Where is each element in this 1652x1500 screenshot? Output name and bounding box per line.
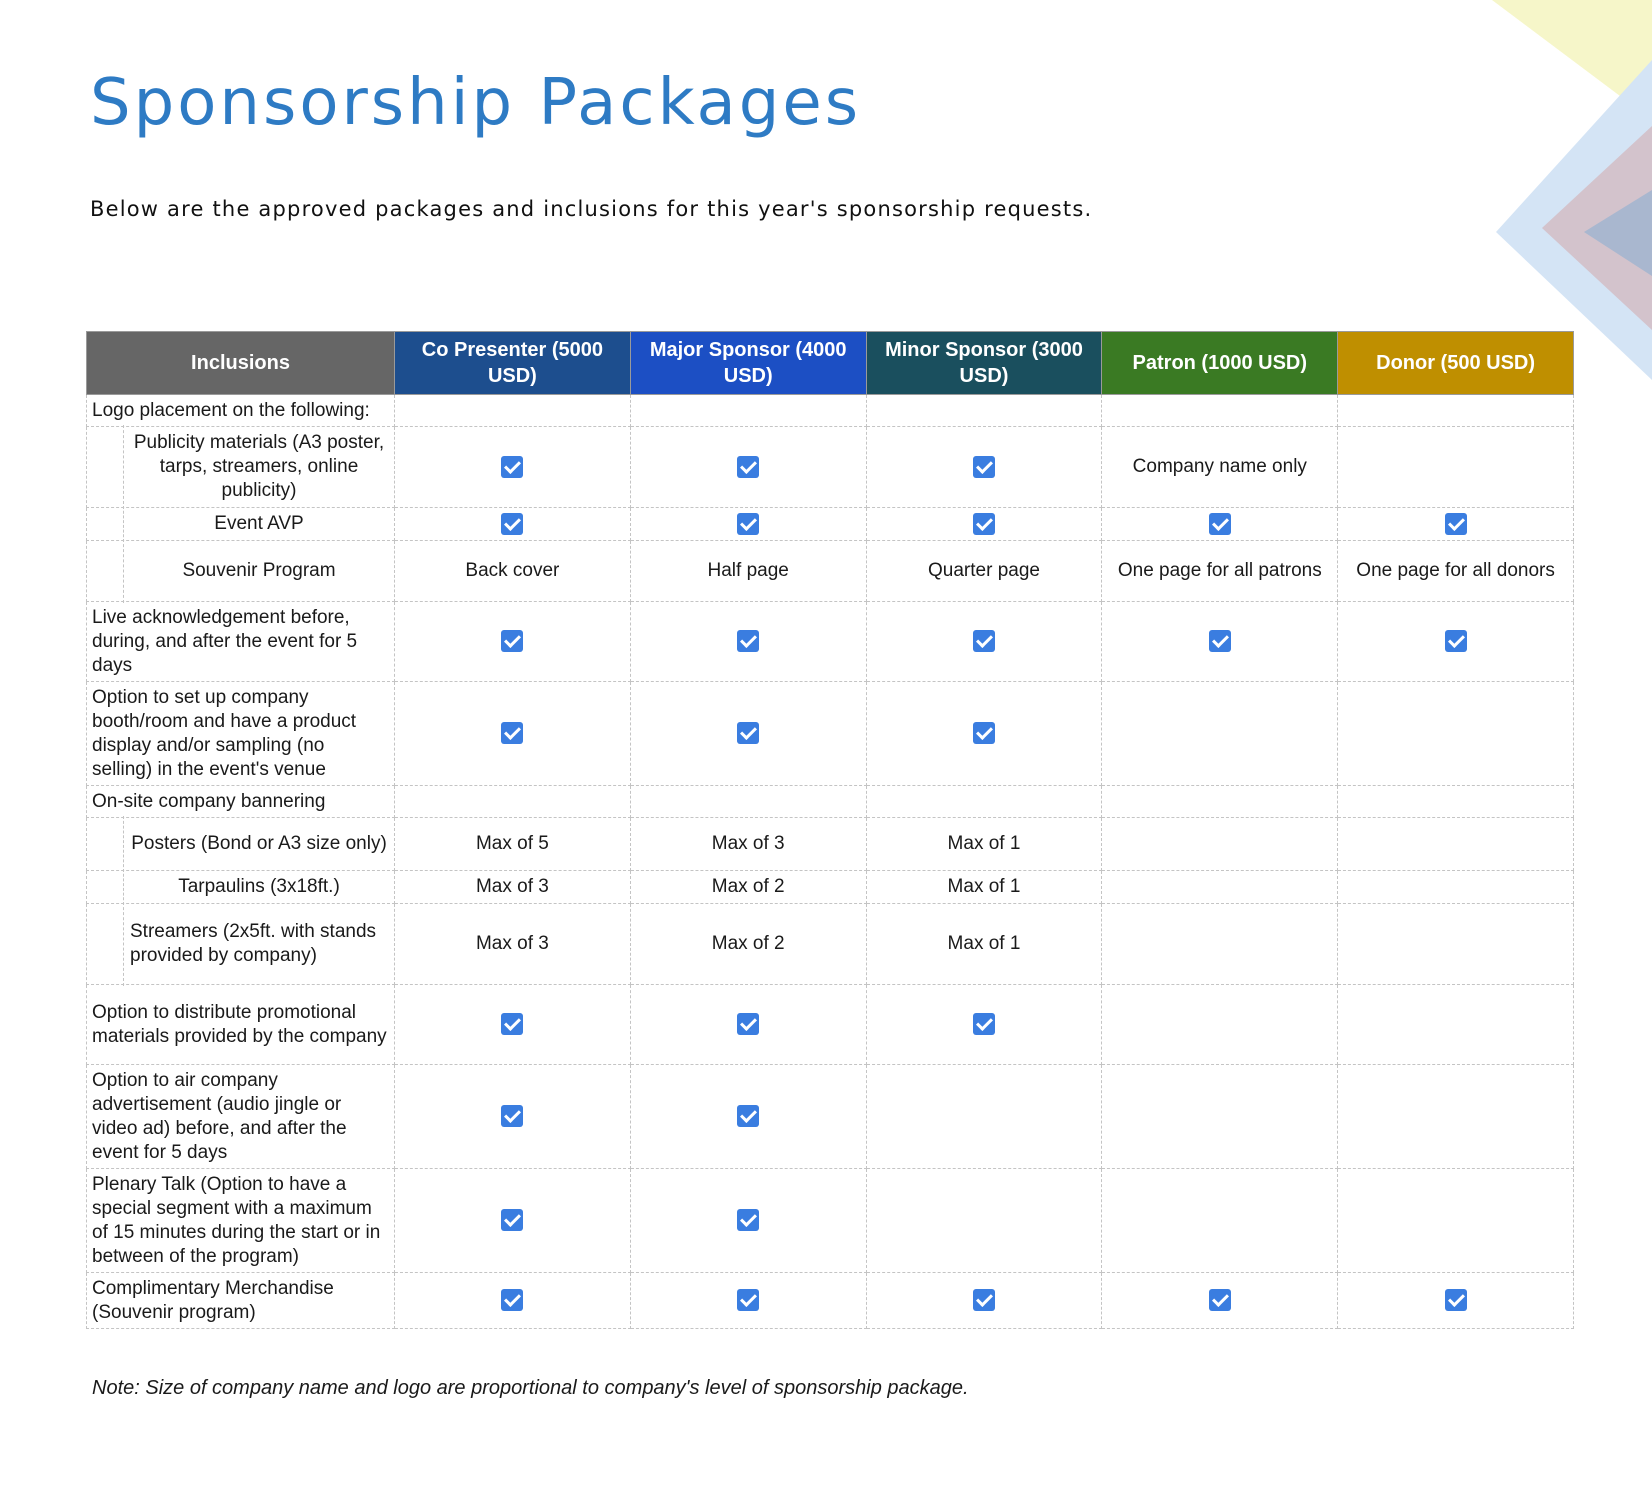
cell-major-sponsor [630,602,866,682]
cell-donor [1338,1065,1574,1169]
sub-inclusion-cell [87,541,395,602]
cell-value: Company name only [1132,456,1307,477]
inclusion-label: Streamers (2x5ft. with stands provided by company) [130,921,377,966]
header-major-sponsor: Major Sponsor (4000 USD) [630,332,866,395]
cell-donor [1338,904,1574,985]
indent-spacer [87,816,124,872]
cell-major-sponsor [630,1065,866,1169]
checkbox-checked-icon [1445,513,1467,535]
cell-patron [1102,871,1338,904]
checkbox-checked-icon [737,456,759,478]
inclusion-label: Tarpaulins (3x18ft.) [178,876,340,897]
inclusion-label: Posters (Bond or A3 size only) [131,833,387,854]
page-title: Sponsorship Packages [90,66,862,140]
checkbox-checked-icon [1209,513,1231,535]
inclusion-label: Option to distribute promotional materials provided by the company [87,985,395,1065]
cell-value: Max of 1 [947,833,1021,854]
inclusion-label: Logo placement on the following: [87,395,395,427]
indent-spacer [87,539,124,603]
table-row [87,682,1574,786]
cell-value: Max of 3 [475,933,549,954]
table-row [87,427,1574,508]
table-row [87,541,1574,602]
inclusion-label: Option to air company advertisement (audio jingle or video ad) before, and after the event for 5 days [87,1065,395,1169]
cell-value: Max of 1 [947,933,1021,954]
indent-spacer [87,869,124,905]
cell-patron [1102,786,1338,818]
table-row [87,818,1574,871]
cell-co-presenter [395,818,631,871]
sub-inclusion-cell [87,818,395,871]
cell-value: One page for all donors [1356,560,1555,581]
cell-donor [1338,602,1574,682]
cell-major-sponsor [630,508,866,541]
cell-major-sponsor [630,682,866,786]
cell-co-presenter [395,1065,631,1169]
cell-donor [1338,682,1574,786]
sub-inclusion-cell [87,508,395,541]
table-row [87,1273,1574,1329]
table-row [87,985,1574,1065]
cell-value: Max of 1 [947,876,1021,897]
cell-patron [1102,427,1338,508]
checkbox-checked-icon [501,722,523,744]
cell-patron [1102,508,1338,541]
cell-major-sponsor [630,904,866,985]
cell-minor-sponsor [866,985,1102,1065]
inclusion-label: Publicity materials (A3 poster, tarps, streamers, online publicity) [133,432,385,501]
inclusion-label: On-site company bannering [87,786,395,818]
sponsorship-table [86,331,1574,1329]
cell-minor-sponsor [866,818,1102,871]
cell-minor-sponsor [866,786,1102,818]
cell-donor [1338,1273,1574,1329]
table-row [87,1169,1574,1273]
cell-patron [1102,541,1338,602]
inclusion-label: Plenary Talk (Option to have a special segment with a maximum of 15 minutes during the start or in between of the program) [87,1169,395,1273]
cell-patron [1102,1273,1338,1329]
cell-donor [1338,871,1574,904]
checkbox-checked-icon [973,456,995,478]
cell-donor [1338,541,1574,602]
cell-value: Quarter page [928,560,1040,581]
intro-text: Below are the approved packages and inclusions for this year's sponsorship requests. [90,197,1093,221]
checkbox-checked-icon [1445,630,1467,652]
cell-patron [1102,1065,1338,1169]
table-row [87,904,1574,985]
cell-major-sponsor [630,985,866,1065]
cell-value: Half page [707,560,789,581]
cell-donor [1338,818,1574,871]
cell-minor-sponsor [866,871,1102,904]
cell-patron [1102,1169,1338,1273]
checkbox-checked-icon [1209,630,1231,652]
cell-minor-sponsor [866,904,1102,985]
checkbox-checked-icon [737,722,759,744]
cell-co-presenter [395,1169,631,1273]
cell-co-presenter [395,395,631,427]
cell-value: Max of 5 [475,833,549,854]
table-row [87,1065,1574,1169]
sub-inclusion-cell [87,871,395,904]
cell-co-presenter [395,427,631,508]
table-row [87,395,1574,427]
cell-minor-sponsor [866,1065,1102,1169]
cell-donor [1338,427,1574,508]
cell-donor [1338,1169,1574,1273]
checkbox-checked-icon [973,1013,995,1035]
cell-major-sponsor [630,1273,866,1329]
inclusion-label: Complimentary Merchandise (Souvenir program) [87,1273,395,1329]
sub-inclusion-cell [87,904,395,985]
checkbox-checked-icon [737,1013,759,1035]
checkbox-checked-icon [501,513,523,535]
cell-major-sponsor [630,1169,866,1273]
cell-minor-sponsor [866,682,1102,786]
header-patron: Patron (1000 USD) [1102,332,1338,395]
cell-co-presenter [395,1273,631,1329]
checkbox-checked-icon [501,1289,523,1311]
checkbox-checked-icon [737,1105,759,1127]
corner-decoration [1472,0,1652,380]
checkbox-checked-icon [1209,1289,1231,1311]
checkbox-checked-icon [973,630,995,652]
cell-value: Max of 3 [475,876,549,897]
header-donor: Donor (500 USD) [1338,332,1574,395]
table-row [87,508,1574,541]
inclusion-label: Option to set up company booth/room and have a product display and/or sampling (no selling) in the event's venue [87,682,395,786]
checkbox-checked-icon [501,630,523,652]
cell-value: Max of 3 [711,833,785,854]
indent-spacer [87,506,124,542]
cell-major-sponsor [630,871,866,904]
cell-minor-sponsor [866,602,1102,682]
table-row [87,602,1574,682]
checkbox-checked-icon [737,513,759,535]
cell-co-presenter [395,508,631,541]
cell-value: One page for all patrons [1117,560,1322,581]
cell-minor-sponsor [866,395,1102,427]
cell-value: Back cover [465,560,560,581]
table-row [87,786,1574,818]
cell-patron [1102,818,1338,871]
cell-donor [1338,985,1574,1065]
table-header-row [87,332,1574,395]
cell-patron [1102,904,1338,985]
checkbox-checked-icon [973,1289,995,1311]
cell-minor-sponsor [866,508,1102,541]
checkbox-checked-icon [1445,1289,1467,1311]
table-row [87,871,1574,904]
cell-major-sponsor [630,395,866,427]
checkbox-checked-icon [501,1013,523,1035]
cell-minor-sponsor [866,427,1102,508]
cell-patron [1102,682,1338,786]
cell-co-presenter [395,541,631,602]
cell-co-presenter [395,682,631,786]
cell-minor-sponsor [866,541,1102,602]
sub-inclusion-cell [87,427,395,508]
checkbox-checked-icon [501,456,523,478]
cell-patron [1102,395,1338,427]
header-inclusions: Inclusions [87,332,395,395]
checkbox-checked-icon [737,1209,759,1231]
cell-co-presenter [395,871,631,904]
cell-major-sponsor [630,818,866,871]
cell-co-presenter [395,602,631,682]
cell-patron [1102,985,1338,1065]
cell-co-presenter [395,904,631,985]
cell-minor-sponsor [866,1273,1102,1329]
cell-co-presenter [395,985,631,1065]
inclusion-label: Event AVP [214,513,304,534]
cell-donor [1338,508,1574,541]
cell-major-sponsor [630,786,866,818]
checkbox-checked-icon [973,513,995,535]
indent-spacer [87,902,124,986]
cell-minor-sponsor [866,1169,1102,1273]
cell-major-sponsor [630,427,866,508]
checkbox-checked-icon [737,630,759,652]
checkbox-checked-icon [737,1289,759,1311]
header-co-presenter: Co Presenter (5000 USD) [395,332,631,395]
inclusion-label: Live acknowledgement before, during, and after the event for 5 days [87,602,395,682]
inclusion-label: Souvenir Program [182,560,336,581]
table-body [87,395,1574,1329]
cell-major-sponsor [630,541,866,602]
cell-value: Max of 2 [711,933,785,954]
cell-patron [1102,602,1338,682]
checkbox-checked-icon [501,1105,523,1127]
cell-value: Max of 2 [711,876,785,897]
cell-co-presenter [395,786,631,818]
checkbox-checked-icon [501,1209,523,1231]
indent-spacer [87,425,124,509]
checkbox-checked-icon [973,722,995,744]
header-minor-sponsor: Minor Sponsor (3000 USD) [866,332,1102,395]
footnote: Note: Size of company name and logo are proportional to company's level of sponsorship package. [92,1377,969,1399]
cell-donor [1338,395,1574,427]
cell-donor [1338,786,1574,818]
